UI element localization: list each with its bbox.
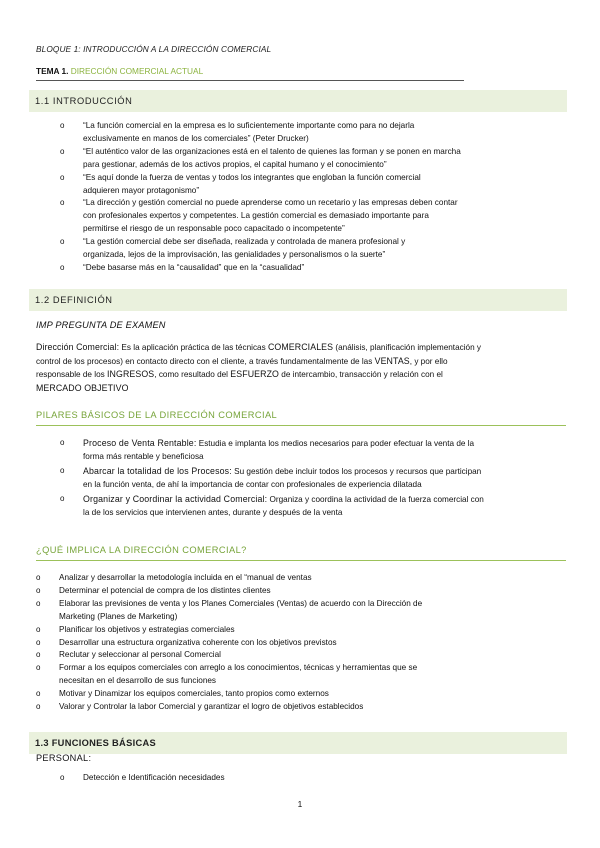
bullet-marker: o (60, 146, 65, 156)
personal-label: PERSONAL: (36, 753, 92, 763)
bullet-marker: o (36, 598, 41, 608)
pilares-list (60, 437, 486, 520)
section-heading-introduccion: 1.1 INTRODUCCIÓN (29, 90, 567, 112)
section-heading-definicion: 1.2 DEFINICIÓN (29, 289, 567, 311)
bullet-marker: o (60, 237, 65, 247)
pilar-item: o Organizar y Coordinar la actividad Comercial: Organiza y coordina la actividad de la fuerza comercial con la de los servicios que intervienen antes, durante y después de la venta (60, 493, 484, 517)
topic-name: DIRECCIÓN COMERCIAL ACTUAL (70, 66, 204, 76)
bullet-marker: o (60, 438, 65, 447)
exam-note: IMP PREGUNTA DE EXAMEN (36, 320, 166, 330)
pilar-item: o Abarcar la totalidad de los Procesos: Su gestión debe incluir todos los procesos y recursos que participan en la función venta, de ahí la importancia de contar con profesionales de experiencia dilatada (60, 465, 482, 489)
implica-item: o Motivar y Dinamizar los equipos comerciales, tanto propios como externos (36, 688, 486, 701)
bullet-marker: o (60, 172, 65, 182)
implica-item: o Valorar y Controlar la labor Comercial y garantizar el logro de objetivos establecidos (36, 701, 486, 714)
topic-title (36, 66, 464, 81)
funcion-item: o Detección e Identificación necesidades (60, 772, 480, 785)
definition-paragraph: Dirección Comercial: Es la aplicación práctica de las técnicas COMERCIALES (análisis, planificación implementación y control de los procesos) en contacto directo con el cliente, a través fundamentalmente de las VENTAS, y por ello responsable de los INGRESOS, como resultado del ESFUERZO de intercambio, transacción y relación con el MERCADO OBJETIVO (36, 342, 482, 393)
quote-item: o “El auténtico valor de las organizaciones está en el talento de quienes las forman y se ponen en marcha para gestionar, además de los activos propios, el capital humano y el conocimiento” (60, 146, 461, 169)
subheading-pilares: PILARES BÁSICOS DE LA DIRECCIÓN COMERCIAL (36, 410, 566, 426)
funciones-list (60, 772, 480, 785)
bullet-marker: o (36, 585, 41, 595)
bullet-marker: o (36, 689, 41, 699)
intro-quote-list (60, 120, 500, 275)
implica-item: o Analizar y desarrollar la metodología incluida en el “manual de ventas (36, 572, 486, 585)
quote-item: o “La dirección y gestión comercial no puede aprenderse como un recetario y las empresas deben contar con profesionales expertos y competentes. La gestión comercial es demasiado importante para permitirse el riesgo de un responsable poco capacitado o incompetente” (60, 198, 458, 234)
bullet-marker: o (60, 465, 65, 475)
implica-item: o Determinar el potencial de compra de los distintes clientes (36, 585, 486, 598)
bullet-marker: o (36, 663, 41, 673)
page-number: 1 (297, 799, 303, 809)
bullet-marker: o (36, 637, 41, 647)
bullet-marker: o (60, 773, 65, 782)
quote-item: o “La función comercial en la empresa es lo suficientemente importante como para no dejarla exclusivamente en manos de los comerciales” (Peter Drucker) (60, 121, 415, 143)
quote-item: o “La gestión comercial debe ser diseñada, realizada y controlada de manera profesional y organizada, lejos de la improvisación, las genialidades y personalismos o la suerte” (60, 237, 406, 260)
implica-item: o Desarrollar una estructura organizativa coherente con los objetivos previstos (36, 637, 486, 650)
implica-item: o Planificar los objetivos y estrategias comerciales (36, 624, 486, 637)
quote-item: o “Es aquí donde la fuerza de ventas y todos los integrantes que engloban la función comercial adquieren mayor protagonismo” (60, 172, 421, 195)
bullet-marker: o (36, 624, 41, 634)
quote-item: o “Debe basarse más en la “causalidad” que en la “casualidad” (60, 262, 500, 275)
subheading-implica: ¿QUÉ IMPLICA LA DIRECCIÓN COMERCIAL? (36, 545, 566, 561)
topic-label: TEMA 1. (36, 66, 69, 76)
bullet-marker: o (60, 198, 65, 208)
bullet-marker: o (36, 702, 41, 712)
bullet-marker: o (60, 493, 65, 503)
bullet-marker: o (36, 573, 41, 582)
bullet-marker: o (36, 650, 41, 660)
pilar-item: o Proceso de Venta Rentable: Estudia e implanta los medios necesarios para poder efectuar la venta de la forma más rentable y beneficiosa (60, 438, 475, 461)
running-header: BLOQUE 1: INTRODUCCIÓN A LA DIRECCIÓN COMERCIAL (36, 44, 272, 54)
implica-list (36, 572, 486, 714)
section-heading-funciones: 1.3 FUNCIONES BÁSICAS (29, 732, 567, 754)
implica-item: o Formar a los equipos comerciales con arreglo a los conocimientos, técnicas y herramientas que se necesitan en el desarrollo de sus funciones (36, 663, 418, 686)
implica-item: o Elaborar las previsiones de venta y los Planes Comerciales (Ventas) de acuerdo con la Dirección de Marketing (Planes de Marketing) (36, 598, 423, 621)
implica-item: o Reclutar y seleccionar al personal Comercial (36, 649, 486, 662)
bullet-marker: o (60, 121, 65, 130)
bullet-marker: o (60, 262, 65, 272)
